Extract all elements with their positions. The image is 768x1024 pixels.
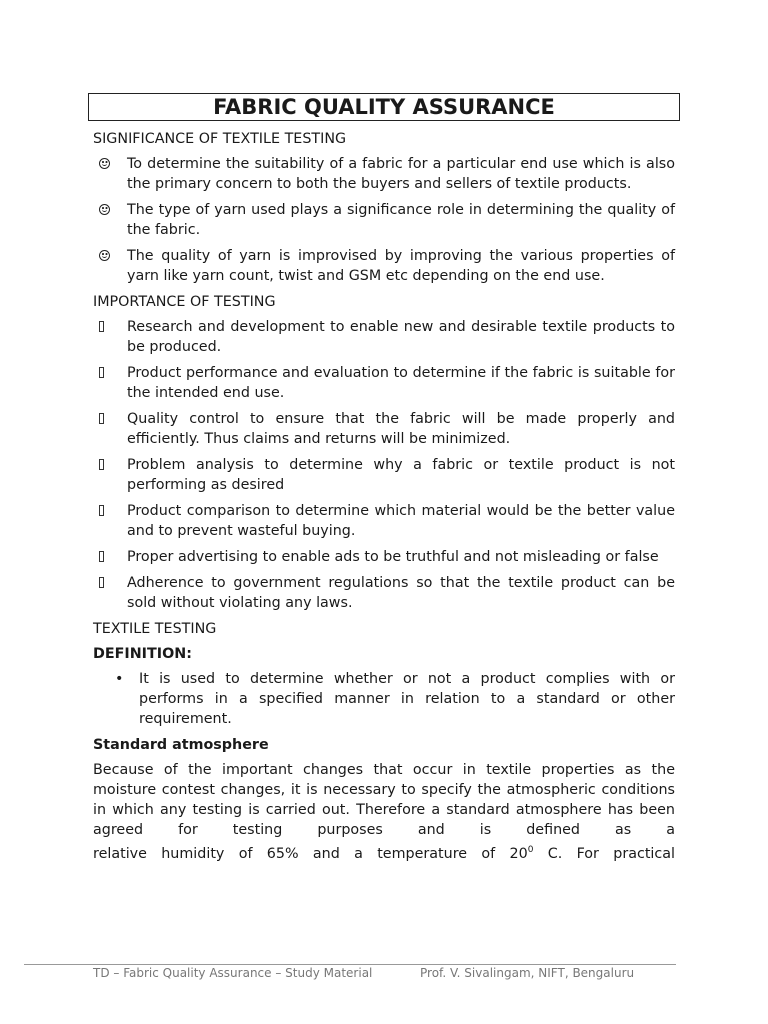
missing-glyph-square-icon bbox=[99, 317, 117, 337]
list-item-text: Product comparison to determine which material would be the better value and to prevent wasteful buying. bbox=[127, 503, 675, 539]
list-item bbox=[93, 246, 675, 286]
list-item-text: To determine the suitability of a fabric for a particular end use which is also the primary concern to both the buyers and sellers of textile products. bbox=[127, 156, 675, 192]
importance-list bbox=[93, 317, 675, 613]
bullet-icon: • bbox=[115, 671, 124, 687]
smiley-face-glyph bbox=[99, 204, 110, 215]
list-item bbox=[93, 573, 675, 613]
document-title: FABRIC QUALITY ASSURANCE bbox=[88, 93, 680, 121]
list-item bbox=[93, 154, 675, 194]
list-item bbox=[93, 455, 675, 495]
list-item-text: The type of yarn used plays a significance role in determining the quality of the fabric. bbox=[127, 202, 675, 238]
list-item bbox=[93, 501, 675, 541]
missing-glyph-square-icon bbox=[99, 455, 117, 475]
square-glyph bbox=[99, 505, 104, 516]
section-heading-importance: IMPORTANCE OF TESTING bbox=[93, 294, 276, 310]
list-item-text: Proper advertising to enable ads to be truthful and not misleading or false bbox=[127, 549, 659, 565]
square-glyph bbox=[99, 413, 104, 424]
footer-left-text: TD – Fabric Quality Assurance – Study Material bbox=[93, 966, 373, 980]
document-body bbox=[93, 129, 675, 864]
list-item bbox=[93, 547, 675, 567]
list-item-text: Adherence to government regulations so that the textile product can be sold without violating any laws. bbox=[127, 575, 675, 611]
list-item bbox=[93, 200, 675, 240]
missing-glyph-square-icon bbox=[99, 409, 117, 429]
standard-atmosphere-paragraph: Because of the important changes that occur in textile properties as the moisture contest changes, it is necessary to specify the atmospheric conditions in which any testing is carried out. Therefore a standard atmosphere has been agreed for testing purposes and is defined as a bbox=[93, 762, 675, 838]
list-item-text: Problem analysis to determine why a fabric or textile product is not performing as desired bbox=[127, 457, 675, 493]
square-glyph bbox=[99, 459, 104, 470]
square-glyph bbox=[99, 577, 104, 588]
section-heading-significance: SIGNIFICANCE OF TEXTILE TESTING bbox=[93, 131, 347, 147]
smiley-face-glyph bbox=[99, 158, 110, 169]
list-item bbox=[93, 669, 675, 729]
list-item-text: The quality of yarn is improvised by improving the various properties of yarn like yarn count, twist and GSM etc depending on the end use. bbox=[127, 248, 675, 284]
footer-right-text: Prof. V. Sivalingam, NIFT, Bengaluru bbox=[420, 966, 635, 980]
list-item bbox=[93, 363, 675, 403]
missing-glyph-square-icon bbox=[99, 573, 117, 593]
missing-glyph-square-icon bbox=[99, 547, 117, 567]
degree-superscript: 0 bbox=[527, 845, 534, 855]
missing-glyph-square-icon bbox=[99, 363, 117, 383]
smiley-icon bbox=[99, 246, 117, 266]
paragraph-tail-text: relative humidity of 65% and a temperature of 20 bbox=[93, 845, 528, 862]
smiley-face-glyph bbox=[99, 250, 110, 261]
smiley-icon bbox=[99, 154, 117, 174]
missing-glyph-square-icon bbox=[99, 501, 117, 521]
square-glyph bbox=[99, 321, 104, 332]
paragraph-tail-end: C. For practical bbox=[533, 845, 675, 862]
significance-list bbox=[93, 154, 675, 286]
list-item-text: Research and development to enable new and desirable textile products to be produced. bbox=[127, 319, 675, 355]
smiley-icon bbox=[99, 200, 117, 220]
square-glyph bbox=[99, 551, 104, 562]
list-item-text: Product performance and evaluation to determine if the fabric is suitable for the intended end use. bbox=[127, 365, 675, 401]
list-item bbox=[93, 409, 675, 449]
standard-atmosphere-paragraph-last-line bbox=[93, 840, 675, 864]
section-heading-textile-testing: TEXTILE TESTING bbox=[93, 621, 217, 637]
definition-list bbox=[93, 669, 675, 729]
list-item-text: Quality control to ensure that the fabric will be made properly and efficiently. Thus claims and returns will be minimized. bbox=[127, 411, 675, 447]
section-heading-standard-atmosphere: Standard atmosphere bbox=[93, 737, 269, 753]
square-glyph bbox=[99, 367, 104, 378]
list-item-text: It is used to determine whether or not a product complies with or performs in a specified manner in relation to a standard or other requirement. bbox=[139, 671, 675, 727]
definition-heading: DEFINITION: bbox=[93, 646, 192, 662]
list-item bbox=[93, 317, 675, 357]
